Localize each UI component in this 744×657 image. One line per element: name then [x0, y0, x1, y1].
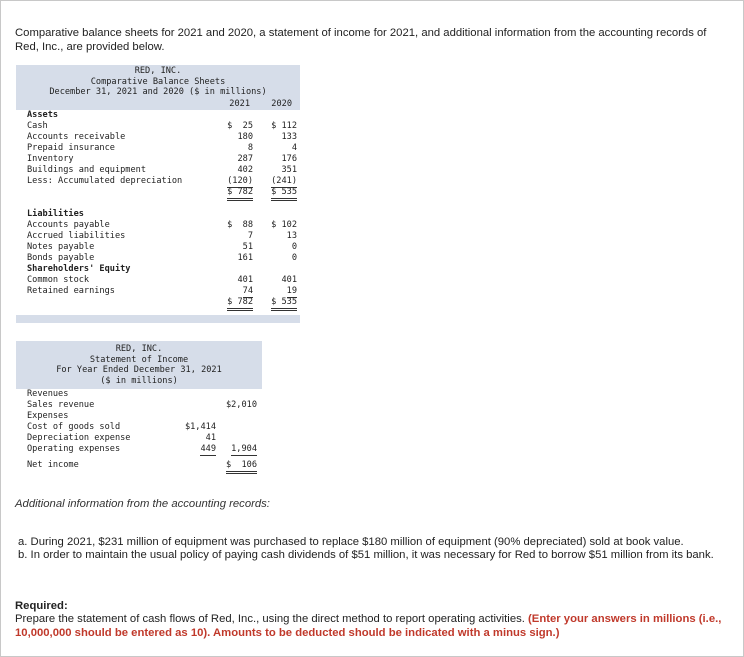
additional-item-a: a. During 2021, $231 million of equipment was purchased to replace $180 million of equipment (90% depreciated) sold at book value. [18, 536, 684, 548]
is-row [16, 444, 262, 455]
bs-row [16, 220, 300, 231]
bs-row [16, 264, 300, 275]
bs-row-label: Shareholders' Equity [27, 263, 131, 274]
bs-row [16, 286, 300, 297]
bs-row [16, 209, 300, 220]
bs-row [16, 253, 300, 264]
balance-sheet-header [16, 65, 300, 99]
is-row [16, 433, 262, 444]
is-total-amount: 1,904 [231, 444, 257, 455]
bs-row-label: Prepaid insurance [27, 142, 115, 153]
is-row-label: Cost of goods sold [27, 422, 121, 433]
bs-value-2020: 4 [291, 142, 297, 153]
bs-value-2021: $ 88 [227, 219, 253, 230]
bs-row-label: Bonds payable [27, 252, 95, 263]
is-total-amount: $ 106 [226, 460, 257, 474]
bs-row-label: Liabilities [27, 208, 84, 219]
bs-value-2020: 176 [281, 153, 297, 164]
bs-value-2020: 0 [291, 241, 297, 252]
bs-row [16, 198, 300, 209]
bs-value-2021: 402 [237, 164, 253, 175]
bs-value-2021: $ 782 [227, 297, 253, 311]
bs-value-2020: 0 [291, 252, 297, 263]
is-period: For Year Ended December 31, 2021 [56, 365, 222, 376]
is-row-label: Sales revenue [27, 400, 95, 411]
is-rows [16, 389, 262, 471]
is-row-label: Expenses [27, 411, 69, 422]
bs-row [16, 275, 300, 286]
is-total-amount: $2,010 [225, 400, 257, 411]
bs-value-2021: $ 782 [227, 187, 253, 201]
is-row-label: Depreciation expense [27, 433, 131, 444]
bs-row [16, 132, 300, 143]
bs-value-2020: $ 535 [271, 187, 297, 201]
bs-row-label: Buildings and equipment [27, 164, 146, 175]
intro-text: Comparative balance sheets for 2021 and 2020, a statement of income for 2021, and additional information from the accounting records of Red, Inc., are provided below. [15, 27, 707, 53]
is-units: ($ in millions) [100, 375, 178, 386]
bs-year-row [16, 99, 300, 110]
is-row-label: Operating expenses [27, 444, 121, 455]
is-row [16, 400, 262, 411]
bs-value-2021: (120) [227, 175, 253, 186]
bs-row-label: Less: Accumulated depreciation [27, 175, 183, 186]
is-row-label: Net income [27, 460, 79, 471]
bs-row [16, 143, 300, 154]
required-text [15, 613, 727, 640]
bs-value-2021: 74 [242, 285, 253, 296]
bs-row-label: Retained earnings [27, 285, 115, 296]
bs-row [16, 176, 300, 187]
bs-row [16, 154, 300, 165]
bs-row-label: Accrued liabilities [27, 230, 126, 241]
bs-company: RED, INC. [134, 66, 182, 76]
bs-row-label: Cash [27, 120, 48, 131]
bs-row-label: Inventory [27, 153, 74, 164]
bs-value-2021: 180 [237, 131, 253, 142]
bs-year-2020: 2020 [271, 98, 292, 109]
bs-value-2020: $ 112 [271, 120, 297, 131]
balance-sheet-table [16, 65, 300, 323]
bs-row [16, 110, 300, 121]
bs-rows [16, 110, 300, 308]
bs-value-2020: $ 535 [271, 297, 297, 311]
bs-value-2020: 19 [286, 285, 297, 296]
is-row-label: Revenues [27, 389, 69, 400]
is-detail-amount: 41 [205, 433, 216, 444]
is-title: Statement of Income [89, 354, 189, 365]
bs-value-2020: 133 [281, 131, 297, 142]
income-statement-header [16, 341, 262, 389]
bs-title: Comparative Balance Sheets [90, 76, 226, 87]
bs-row [16, 121, 300, 132]
is-detail-amount: $1,414 [184, 422, 216, 433]
is-company: RED, INC. [115, 344, 163, 354]
bs-value-2021: 8 [247, 142, 253, 153]
bs-value-2020: 13 [286, 230, 297, 241]
additional-info-heading: Additional information from the accounting records: [15, 498, 270, 510]
bs-value-2021: 7 [247, 230, 253, 241]
bs-value-2021: 401 [237, 274, 253, 285]
bs-period: December 31, 2021 and 2020 ($ in millions) [49, 87, 267, 98]
is-row [16, 389, 262, 400]
bs-row-label: Accounts receivable [27, 131, 126, 142]
bs-value-2020: (241) [271, 175, 297, 186]
bs-row-label: Assets [27, 109, 59, 120]
bs-row [16, 165, 300, 176]
bs-row [16, 231, 300, 242]
bs-value-2021: $ 25 [227, 120, 253, 131]
bs-value-2020: 401 [281, 274, 297, 285]
bs-row [16, 242, 300, 253]
bs-row [16, 297, 300, 308]
bs-value-2021: 287 [237, 153, 253, 164]
is-detail-amount: 449 [200, 444, 216, 455]
bs-row [16, 187, 300, 198]
bs-row-label: Notes payable [27, 241, 95, 252]
required-heading: Required: [15, 600, 68, 612]
required-prompt: Prepare the statement of cash flows of Red, Inc., using the direct method to report operating activities. [15, 613, 525, 625]
is-row [16, 460, 262, 471]
required-instruction: (Enter your answers in millions (i.e., 10,000,000 should be entered as 10). Amounts to be deducted should be indicated with a minus sign.) [15, 613, 722, 639]
bs-bottom-band [16, 315, 300, 323]
bs-year-2021: 2021 [229, 98, 250, 109]
is-row [16, 411, 262, 422]
is-row [16, 422, 262, 433]
bs-value-2021: 51 [242, 241, 253, 252]
bs-row-label: Accounts payable [27, 219, 110, 230]
bs-value-2020: $ 102 [271, 219, 297, 230]
income-statement-table [16, 341, 262, 471]
bs-row-label: Common stock [27, 274, 90, 285]
additional-item-b: b. In order to maintain the usual policy of paying cash dividends of $51 million, it was necessary for Red to borrow $51 million from its bank. [18, 549, 714, 561]
bs-value-2021: 161 [237, 252, 253, 263]
bs-value-2020: 351 [281, 164, 297, 175]
